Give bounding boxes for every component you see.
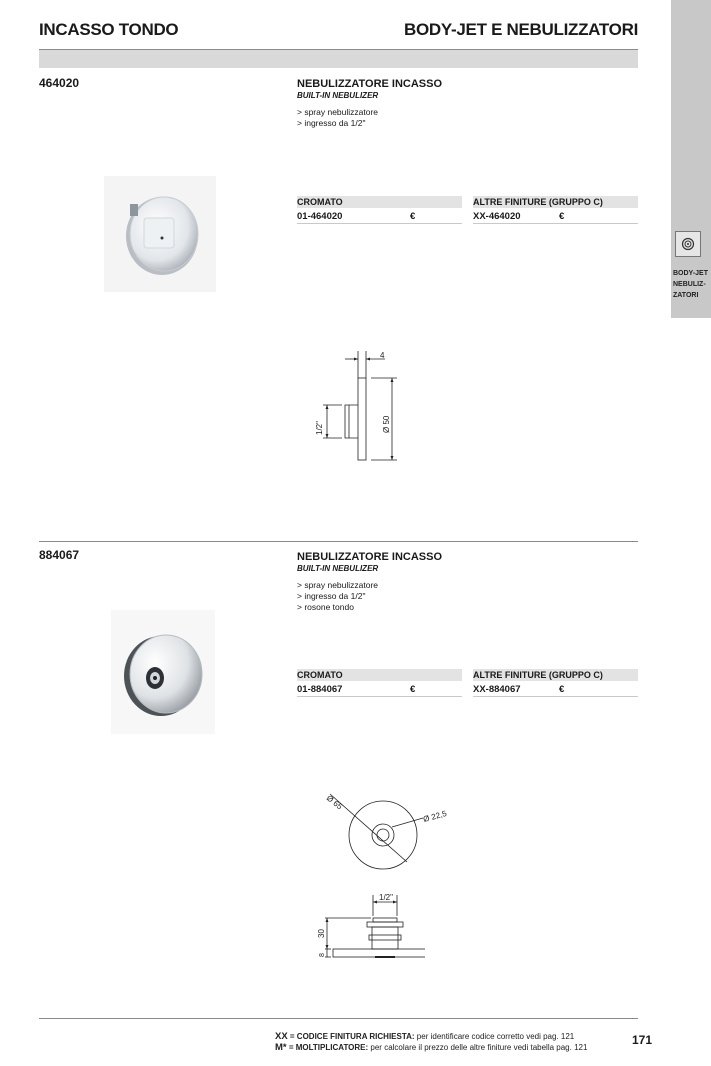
price-row <box>297 210 462 224</box>
price-row <box>473 210 638 224</box>
price-currency: € <box>410 211 416 222</box>
product-title: NEBULIZZATORE INCASSO <box>297 551 443 563</box>
price-row <box>473 683 638 697</box>
feature-item: > spray nebulizzatore <box>297 580 379 590</box>
price-currency: € <box>410 684 416 695</box>
product-subtitle: BUILT-IN NEBULIZER <box>297 564 379 573</box>
technical-drawing-front <box>320 790 455 880</box>
dimension-label: 1/2" <box>315 421 324 435</box>
dimension-label: Ø 50 <box>382 415 391 433</box>
section-divider <box>39 541 638 542</box>
article-code: 01-464020 <box>297 211 343 222</box>
article-code: XX-884067 <box>473 684 521 695</box>
article-code: 01-884067 <box>297 684 343 695</box>
feature-item: > spray nebulizzatore <box>297 107 379 117</box>
price-currency: € <box>559 684 565 695</box>
product-code: 884067 <box>39 548 80 562</box>
footer-note-finish: XX = CODICE FINITURA RICHIESTA: per identificare codice corretto vedi pag. 121 <box>275 1031 575 1042</box>
feature-item: > ingresso da 1/2" <box>297 118 366 128</box>
footer-note-multiplier: M* = MOLTIPLICATORE: per calcolare il prezzo delle altre finiture vedi tabella pag. 121 <box>275 1042 588 1053</box>
price-row <box>297 683 462 697</box>
finish-header: ALTRE FINITURE (GRUPPO C) <box>473 669 638 681</box>
dimension-label: Ø 65 <box>324 793 344 812</box>
dimension-label: 8 <box>319 953 326 957</box>
page-title: INCASSO TONDO <box>39 20 179 39</box>
feature-item: > rosone tondo <box>297 602 354 612</box>
finish-header: ALTRE FINITURE (GRUPPO C) <box>473 196 638 208</box>
dimension-label: 1/2" <box>379 893 393 902</box>
dimension-label: 30 <box>317 929 326 938</box>
finish-header: CROMATO <box>297 669 462 681</box>
product-code: 464020 <box>39 76 80 90</box>
finish-header: CROMATO <box>297 196 462 208</box>
dimension-label: Ø 22,5 <box>422 809 448 824</box>
section-title: BODY-JET E NEBULIZZATORI <box>404 20 638 39</box>
dimension-label: 4 <box>380 351 385 360</box>
product-photo <box>111 610 215 734</box>
feature-item: > ingresso da 1/2" <box>297 591 366 601</box>
circle-target-icon <box>675 231 701 257</box>
feature-list <box>297 580 378 613</box>
product-photo <box>104 176 216 292</box>
page-number: 171 <box>632 1033 653 1047</box>
footer-divider <box>39 1018 638 1019</box>
header-bar <box>39 49 638 68</box>
product-subtitle: BUILT-IN NEBULIZER <box>297 91 379 100</box>
article-code: XX-464020 <box>473 211 521 222</box>
technical-drawing-side <box>305 345 415 465</box>
feature-list <box>297 107 378 129</box>
technical-drawing-side <box>315 890 425 972</box>
product-title: NEBULIZZATORE INCASSO <box>297 78 443 90</box>
side-tab-label: BODY-JET NEBULIZ- ZATORI <box>673 270 709 299</box>
price-currency: € <box>559 211 565 222</box>
